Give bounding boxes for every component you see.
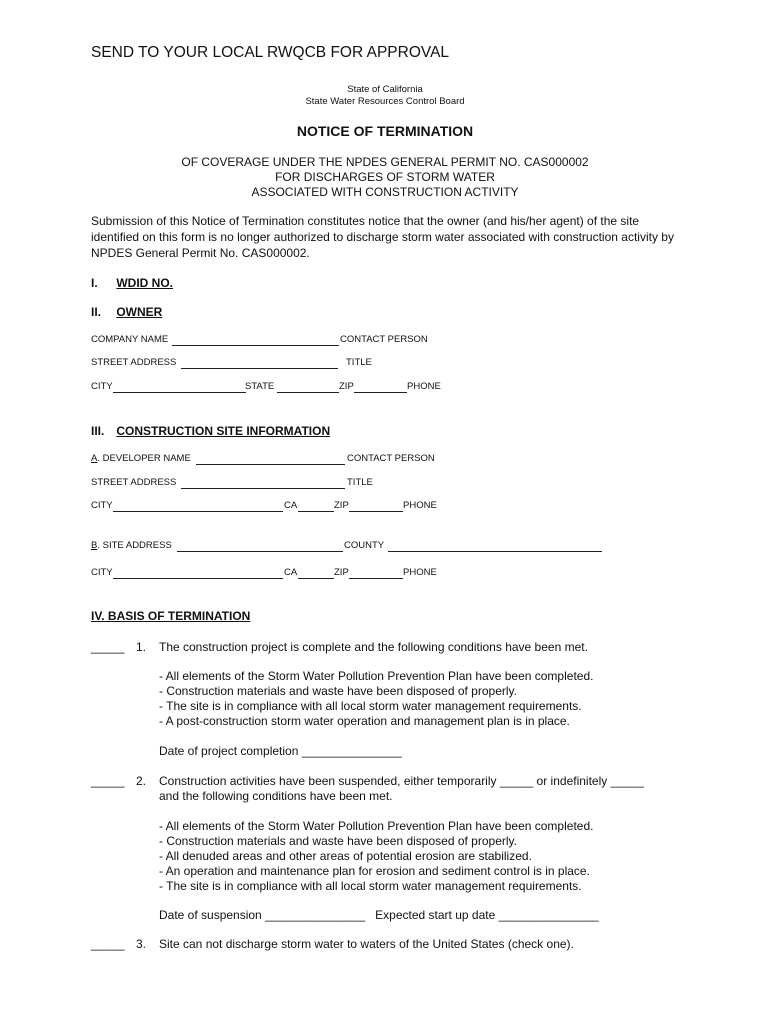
owner-street-address-label: STREET ADDRESS [91,357,177,368]
item2-check-blank[interactable]: _____ [91,774,125,788]
item2-text-line-2: and the following conditions have been met. [159,789,393,803]
item2-number: 2. [136,774,147,788]
section-number: III. [91,424,105,438]
section-wdid [91,276,173,290]
item2-bullet: - An operation and maintenance plan for erosion and sediment control is in place. [159,864,590,878]
developer-contact-person-label: CONTACT PERSON [347,453,435,464]
site-address-text: . SITE ADDRESS [97,540,172,551]
owner-state-line[interactable] [277,392,339,393]
site-address-line[interactable] [177,551,343,552]
item1-check-blank[interactable]: _____ [91,640,125,654]
developer-city-line[interactable] [113,511,283,512]
section-label: WDID NO. [116,276,174,290]
subtitle-line-1: OF COVERAGE UNDER THE NPDES GENERAL PERMIT NO. CAS000002 [181,155,589,169]
item2-bullet: - All denuded areas and other areas of potential erosion are stabilized. [159,849,532,863]
site-city-line[interactable] [113,578,283,579]
section-basis-of-termination: IV. BASIS OF TERMINATION [91,609,251,623]
site-zip-label: ZIP [334,567,349,578]
item1-bullet: - The site is in compliance with all local storm water management requirements. [159,699,582,713]
section-owner [91,305,162,319]
item1-completion-date[interactable]: Date of project completion _______________ [159,744,402,758]
developer-street-address-line[interactable] [181,488,345,489]
section-number: II. [91,305,102,319]
owner-company-name-line[interactable] [172,345,339,346]
developer-city-label: CITY [91,500,113,511]
item3-text: Site can not discharge storm water to waters of the United States (check one). [159,937,574,951]
item1-bullet: - Construction materials and waste have been disposed of properly. [159,684,517,698]
developer-zip-label: ZIP [334,500,349,511]
section-number: I. [91,276,98,290]
site-zip-line[interactable] [349,578,403,579]
section-construction-site [91,424,330,438]
developer-street-address-label: STREET ADDRESS [91,477,177,488]
owner-state-label: STATE [245,381,275,392]
owner-city-line[interactable] [113,392,246,393]
site-county-label: COUNTY [344,540,385,551]
section-label: OWNER [116,305,163,319]
intro-paragraph: Submission of this Notice of Termination constitutes notice that the owner (and his/her agent) of the site identified on this form is no longer authorized to discharge storm water associated with construction activity by NPDES General Permit No. CAS000002. [91,214,674,260]
site-phone-label: PHONE [403,567,437,578]
item2-bullet: - The site is in compliance with all local storm water management requirements. [159,879,582,893]
developer-ca-line[interactable] [298,511,334,512]
item3-check-blank[interactable]: _____ [91,937,125,951]
item2-bullet: - All elements of the Storm Water Pollution Prevention Plan have been completed. [159,819,594,833]
developer-title-label: TITLE [347,477,373,488]
developer-zip-line[interactable] [349,511,403,512]
developer-phone-label: PHONE [403,500,437,511]
developer-name-label [91,453,191,464]
site-ca-label: CA [284,567,298,578]
item1-bullet: - A post-construction storm water operation and management plan is in place. [159,714,570,728]
site-address-label [91,540,172,551]
agency-board: State Water Resources Control Board [305,96,465,107]
send-to-rwqcb-header: SEND TO YOUR LOCAL RWQCB FOR APPROVAL [91,44,450,61]
owner-street-address-line[interactable] [181,368,338,369]
owner-city-label: CITY [91,381,113,392]
item3-number: 3. [136,937,147,951]
developer-name-text: . DEVELOPER NAME [97,453,191,464]
item1-number: 1. [136,640,147,654]
item2-suspension-dates[interactable]: Date of suspension _______________ Expected start up date _______________ [159,908,599,922]
item1-bullet: - All elements of the Storm Water Pollution Prevention Plan have been completed. [159,669,594,683]
document-title: NOTICE OF TERMINATION [296,123,474,139]
site-ca-line[interactable] [298,578,334,579]
subsection-letter-b: B [91,540,98,551]
item1-text: The construction project is complete and the following conditions have been met. [159,640,588,654]
developer-name-line[interactable] [196,464,345,465]
subsection-letter-a: A [91,453,98,464]
owner-phone-label: PHONE [407,381,441,392]
developer-ca-label: CA [284,500,298,511]
item2-bullet: - Construction materials and waste have been disposed of properly. [159,834,517,848]
site-county-line[interactable] [388,551,602,552]
item2-text-line-1: Construction activities have been suspended, either temporarily _____ or indefinitely _____ [159,774,644,788]
owner-contact-person-label: CONTACT PERSON [340,334,428,345]
owner-title-label: TITLE [346,357,372,368]
site-city-label: CITY [91,567,113,578]
subtitle-line-2: FOR DISCHARGES OF STORM WATER [275,170,495,184]
section-label: CONSTRUCTION SITE INFORMATION [116,424,331,438]
owner-zip-line[interactable] [354,392,407,393]
owner-zip-label: ZIP [339,381,354,392]
subtitle-line-3: ASSOCIATED WITH CONSTRUCTION ACTIVITY [251,185,519,199]
agency-state: State of California [347,84,423,95]
owner-company-name-label: COMPANY NAME [91,334,169,345]
